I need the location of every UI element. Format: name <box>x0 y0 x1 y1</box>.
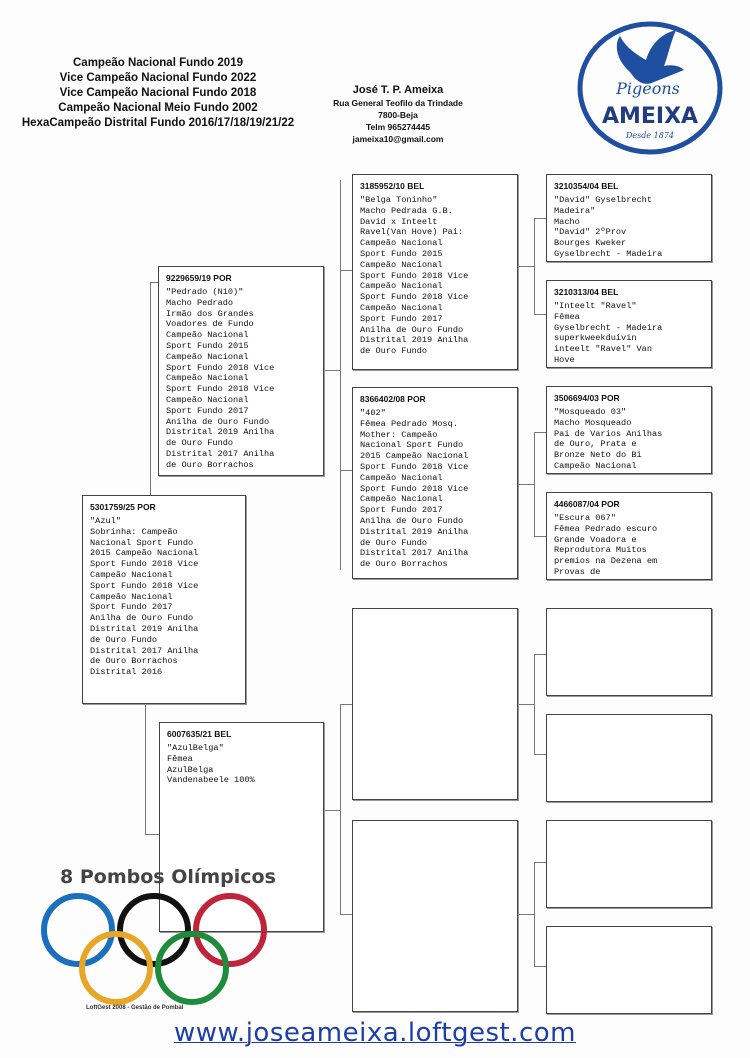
ring-number: 3185952/10 BEL <box>360 181 425 191</box>
pedigree-sire-card[interactable] <box>158 266 324 476</box>
connector-line <box>534 654 546 655</box>
ring-number: 3210313/04 BEL <box>554 287 619 297</box>
connector-line <box>340 470 352 471</box>
connector-line <box>534 432 546 433</box>
pedigree-sds-card[interactable] <box>546 386 712 474</box>
pedigree-empty-card[interactable] <box>352 820 518 1012</box>
connector-line <box>518 484 534 485</box>
ring-number: 5301759/25 POR <box>90 502 156 512</box>
connector-line <box>340 180 341 370</box>
ring-number: 6007635/21 BEL <box>167 729 232 739</box>
ring-number: 9229659/19 POR <box>166 273 232 283</box>
ring-number: 3210354/04 BEL <box>554 181 619 191</box>
pedigree-empty-card[interactable] <box>546 714 712 802</box>
connector-line <box>534 862 546 863</box>
pedigree-ssd-card[interactable] <box>546 280 712 368</box>
owner-address: Rua General Teofilo da Trindade <box>333 98 463 108</box>
pedigree-subject-card[interactable] <box>82 495 246 704</box>
connector-line <box>534 966 546 967</box>
pigeon-description: "David" Gyselbrecht Madeira" Macho "David" 2ºProv Bourges Kweker Gyselbrecht - Madeira <box>554 195 663 259</box>
owner-phone: Telm 965274445 <box>365 122 431 132</box>
connector-line <box>340 704 352 705</box>
achievement-titles <box>8 56 308 131</box>
title-line: Campeão Nacional Meio Fundo 2002 <box>58 102 258 114</box>
connector-line <box>534 536 546 537</box>
connector-line <box>145 834 159 835</box>
connector-line <box>150 282 158 283</box>
connector-line <box>534 862 535 966</box>
owner-info <box>318 84 478 145</box>
connector-line <box>518 914 534 915</box>
title-line: Vice Campeão Nacional Fundo 2022 <box>59 72 257 84</box>
pigeon-description: "Belga Toninho" Macho Pedrada G.B. David x Inteelt Ravel(Van Hove) Pai: Campeão Nacional Sport Fundo 2015 Campeão Nacional Sport Fundo 2018 Vice Campeão Nacional Sport Fundo 2018 Vice Campeão Nacional Sport Fundo 2017 Anilha de Ouro Fundo Distrital 2019 Anilha de Ouro Fundo <box>360 195 469 357</box>
pigeon-description: "Azul" Sobrinha: Campeão Nacional Sport Fundo 2015 Campeão Nacional Sport Fundo 2018 Vice Campeão Nacional Sport Fundo 2018 Vice Campeão Nacional Sport Fundo 2017 Anilha de Ouro Fundo Distrital 2019 Anilha de Ouro Fundo Distrital 2017 Anilha de Ouro Borrachos Distrital 2016 <box>90 516 199 678</box>
connector-line <box>534 218 546 219</box>
pigeon-description: "Mosqueado 03" Macho Mosqueado Pai de Varios Anilhas de Ouro, Prata e Bronze Neto do Bi Campeão Nacional <box>554 407 663 471</box>
pedigree-empty-card[interactable] <box>352 608 518 800</box>
connector-line <box>145 704 146 834</box>
owner-email: jameixa10@gmail.com <box>352 134 444 144</box>
loftgest-credit: LoftGest 2008 - Gestão de Pombal <box>86 1005 184 1011</box>
owner-name: José T. P. Ameixa <box>352 84 444 96</box>
title-line: Vice Campeão Nacional Fundo 2018 <box>59 87 257 99</box>
title-line: HexaCampeão Distrital Fundo 2016/17/18/19/21/22 <box>21 117 295 129</box>
ring-number: 8366402/08 POR <box>360 394 426 404</box>
connector-line <box>518 266 534 267</box>
connector-line <box>518 704 534 705</box>
logo-since: Desde 1874 <box>625 131 675 140</box>
pedigree-empty-card[interactable] <box>546 820 712 908</box>
pedigree-empty-card[interactable] <box>546 926 712 1014</box>
pedigree-sire-sire-card[interactable] <box>352 174 518 370</box>
connector-line <box>324 810 340 811</box>
pedigree-sss-card[interactable] <box>546 174 712 262</box>
connector-line <box>534 432 535 536</box>
olympic-pigeons-title: 8 Pombos Olímpicos <box>60 866 276 888</box>
connector-line <box>534 314 546 315</box>
pigeon-description: "Escura 067" Fêmea Pedrado escuro Grande Voadora e Reprodutora Muitos premios na Dezena em Provas de <box>554 513 658 577</box>
pedigree-sdd-card[interactable] <box>546 492 712 580</box>
pigeons-ameixa-logo <box>576 20 724 156</box>
pedigree-sire-dam-card[interactable] <box>352 387 518 579</box>
pigeon-description: "Pedrado (N10)" Macho Pedrado Irmão dos Grandes Voadores de Fundo Campeão Nacional Sport Fundo 2015 Campeão Nacional Sport Fundo 2018 Vice Campeão Nacional Sport Fundo 2018 Vice Campeão Nacional Sport Fundo 2017 Anilha de Ouro Fundo Distrital 2019 Anilha de Ouro Fundo Distrital 2017 Anilha de Ouro Borrachos <box>166 287 275 470</box>
pedigree-empty-card[interactable] <box>546 608 712 696</box>
website-link[interactable]: www.joseameixa.loftgest.com <box>174 1018 576 1048</box>
connector-line <box>150 282 151 495</box>
pigeon-description: "AzulBelga" Fêmea AzulBelga Vandenabeele 100% <box>167 743 255 786</box>
connector-line <box>534 218 535 314</box>
ring-number: 4466087/04 POR <box>554 499 620 509</box>
dove-icon <box>617 30 684 84</box>
connector-line <box>534 654 535 754</box>
connector-line <box>340 704 341 914</box>
connector-line <box>534 754 546 755</box>
connector-line <box>340 270 352 271</box>
ring-number: 3506694/03 POR <box>554 393 620 403</box>
connector-line <box>324 370 340 371</box>
pigeon-description: "Inteelt "Ravel" Fêmea Gyselbrecht - Madeira superkweekduivin inteelt "Ravel" Van Hove <box>554 301 663 365</box>
connector-line <box>340 914 352 915</box>
logo-script: Pigeons <box>616 79 680 98</box>
title-line: Campeão Nacional Fundo 2019 <box>73 57 243 69</box>
logo-brand: AMEIXA <box>601 104 699 129</box>
olympic-rings-icon <box>36 888 276 1008</box>
owner-city: 7800-Beja <box>378 110 418 120</box>
pigeon-description: "402" Fêmea Pedrado Mosq. Mother: Campeão Nacional Sport Fundo 2015 Campeão Nacional Sport Fundo 2018 Vice Campeão Nacional Sport Fundo 2018 Vice Campeão Nacional Sport Fundo 2017 Anilha de Ouro Fundo Distrital 2019 Anilha de Ouro Fundo Distrital 2017 Anilha de Ouro Borrachos <box>360 408 469 570</box>
